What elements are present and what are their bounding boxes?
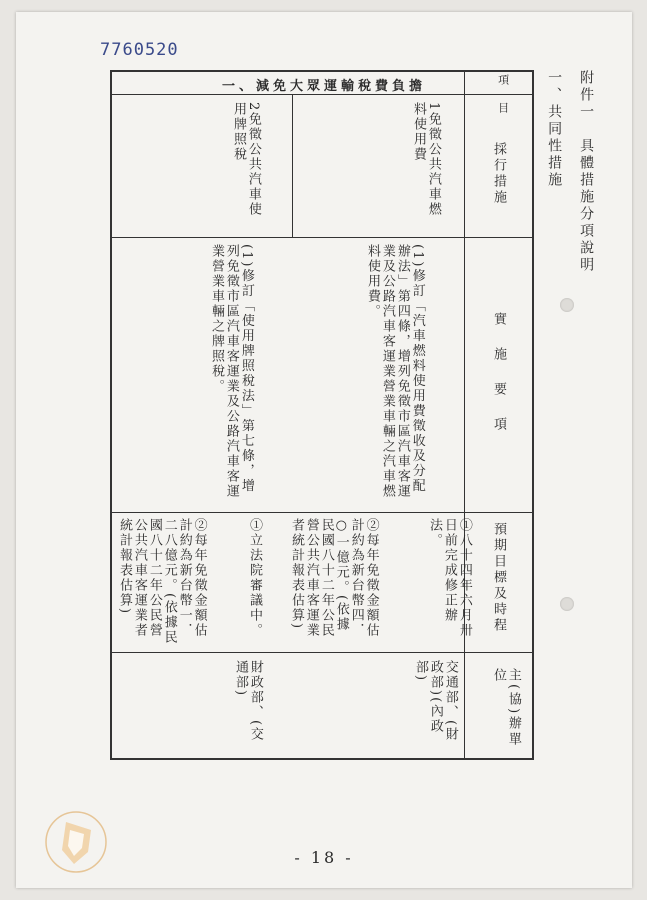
header-item: 項 目 [496,74,510,116]
implementation-1: (1)修訂「汽車燃料使用費徵收及分配辦法」第四條，增列免徵市區汽車客運業及公路汽車客運業營業車輛之汽車燃料使用費。 [364,244,425,499]
measure-1: 1免徵公共汽車燃料使用費 [410,102,441,218]
header-implementation: 實施要項 [490,312,506,452]
document-page [16,12,632,888]
page-number: - 18 - [294,848,354,867]
agency-2: 財政部、(交通部) [232,660,263,743]
header-targets: 預期目標及時程 [490,522,506,634]
target-2b: ②每年免徵金額估計約為新台幣一．二八億元。(依據民國八十二年公民營公共汽車客運業者統計報表估算) [116,518,207,646]
table-title-row: 一、減免大眾運輸稅費負擔 [222,79,427,94]
measure-2: 2免徵公共汽車使用牌照稅 [230,102,261,218]
punch-hole-top [560,298,574,312]
annex-heading: 附件一 具體措施分項說明 [578,70,595,274]
target-2a: ①立法院審議中。 [246,518,262,638]
target-1a: ①八十四年六月卅日前完成修正辦法。 [426,518,472,638]
implementation-2: (1)修訂「使用牌照稅法」第七條，增列免徵市區汽車客運業及公路汽車客運業營業車輛之牌照稅。 [208,244,254,499]
agency-1: 交通部、(財政部)(內政部) [412,660,458,743]
header-measures: 採行措施 [490,142,506,206]
header-agency: 主(協)辦單位 [490,668,521,749]
archive-logo-icon [36,802,116,882]
punch-hole-bottom [560,597,574,611]
target-1b: ②每年免徵金額估計約為新台幣四．○一億元。(依據民國八十二年公民營公共汽車客運業者統計報表估算) [288,518,379,638]
archive-number: 7760520 [100,40,179,60]
section-heading: 一、共同性措施 [546,70,563,189]
measures-table [110,70,534,760]
